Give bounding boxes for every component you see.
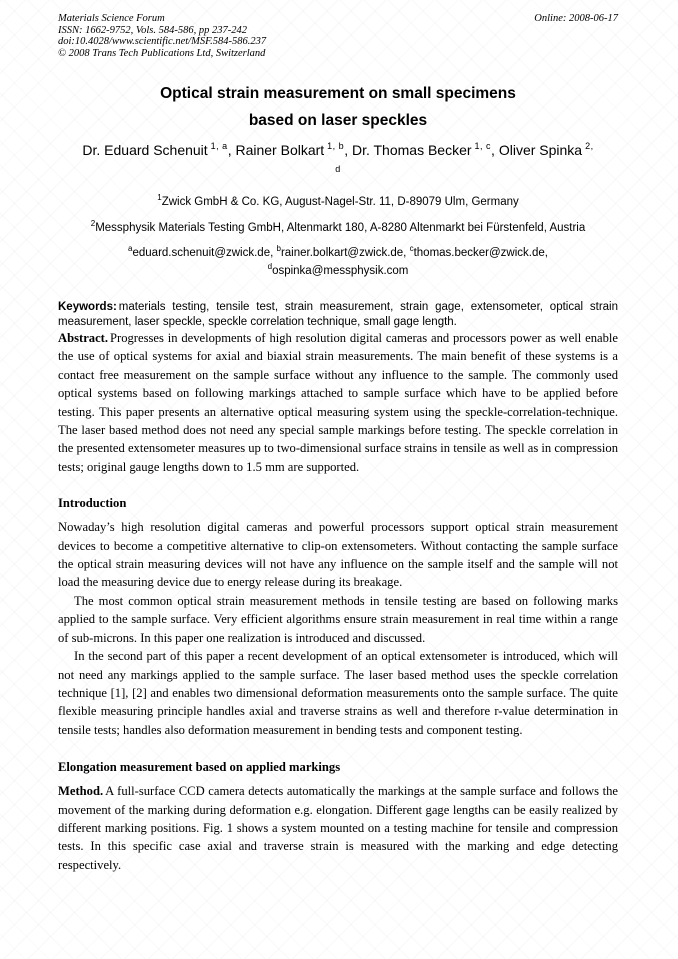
journal-header-left: [58, 13, 266, 59]
section-heading-introduction: Introduction: [58, 496, 127, 511]
author: Rainer Bolkart $^{1, b}$,: [235, 141, 352, 159]
affiliation-2: $^2$Messphysik Materials Testing GmbH, Altenmarkt 180, A-8280 Altenmarkt bei Fürstenfeld, Austria: [90, 218, 586, 234]
introduction-paragraph-3: In the second part of this paper a recent development of an optical extensometer is introduced, which will not need any markings applied to the sample surface. The laser based method uses the speckle correlation technique [1], [2] and enables two dimensional deformation measurements onto the sample surface. The quite flexible measuring principle handles axial and traverse strains as well and therefore r-value determination in tensile tests; handles also deformation measurement in bending tests and component testing.: [58, 649, 618, 737]
email-address: $^a$eduard.schenuit@zwick.de,: [128, 244, 277, 260]
keywords-text: materials testing, tensile test, strain measurement, strain gage, extensometer, optical strain measurement, laser speckle, speckle correlation technique, small gage length.: [58, 301, 618, 328]
email-line-1: [58, 242, 618, 260]
email-sup: a: [128, 244, 133, 254]
journal-header: [58, 13, 618, 59]
email-sup: c: [409, 244, 414, 254]
author: Dr. Thomas Becker $^{1, c}$,: [351, 141, 499, 159]
email-address: $^b$rainer.bolkart@zwick.de,: [276, 244, 410, 260]
author-affil-sup: 1, b: [327, 141, 345, 152]
introduction-paragraph-2: The most common optical strain measurement methods in tensile testing are based on following marks applied to the sample surface. Very efficient algorithms ensure strain measurement in real time within a range of sub-microns. In this paper one realization is introduced and discussed.: [58, 593, 618, 645]
online-date: Online: 2008-06-17: [534, 13, 618, 24]
email-address: $^c$thomas.becker@zwick.de,: [409, 244, 548, 260]
keywords-block: [58, 300, 618, 329]
email-line-2: [58, 260, 618, 278]
journal-title: Materials Science Forum: [58, 13, 165, 24]
abstract-paragraph: [58, 329, 618, 476]
introduction-paragraph-1: Nowaday’s high resolution digital cameras and powerful processors support optical strain measurement devices to become a competitive alternative to clip-on extensometers. Without contacting the sample surface the optical strain measuring devices will not have any influence on the sample itself and the sample will not load the measuring device due to energy release during its breakage.: [58, 520, 618, 590]
author: Dr. Eduard Schenuit $^{1, a}$,: [82, 141, 236, 159]
paper-title-line1: Optical strain measurement on small specimens: [160, 85, 516, 103]
copyright-line: © 2008 Trans Tech Publications Ltd, Switzerland: [58, 47, 266, 59]
authors-line: [80, 137, 596, 182]
author-emails: [58, 242, 618, 278]
abstract-label: Abstract.: [58, 331, 109, 345]
method-label: Method.: [58, 784, 104, 799]
author-affil-sup: 2, d: [335, 141, 594, 175]
affiliation-1: $^1$Zwick GmbH & Co. KG, August-Nagel-Str. 11, D-89079 Ulm, Germany: [157, 192, 519, 208]
section-heading-elongation: Elongation measurement based on applied markings: [58, 760, 341, 775]
issn-line: ISSN: 1662-9752, Vols. 584-586, pp 237-242: [58, 24, 247, 36]
paper-title-line2: based on laser speckles: [248, 112, 428, 130]
method-text: A full-surface CCD camera detects automatically the markings at the sample surface and follows the movement of the marking during deformation e.g. elongation. Different gage lengths can be easily realized by different marking positions. Fig. 1 shows a system mounted on a testing machine for tensile and compression tests. In this specific case axial and traverse strain is measured with the marking and edge detecting respectively.: [58, 784, 618, 872]
email-sup: d: [267, 262, 273, 272]
abstract-text: Progresses in developments of high resolution digital cameras and processors power as well enable the use of optical systems for axial and biaxial strain measurements. The main benefit of these systems is a contact free measurement on the sample surface without any influence to the sample. The commonly used optical systems based on following markings attached to sample surface which have to be applied before testing. This paper presents an alternative optical measuring system using the speckle-correlation-technique. The laser based method does not need any special sample markings before testing. The speckle correlation in the presented extensometer measures up to two-dimensional surface strains in tensile as well as in compression tests; original gauge lengths down to 1.5 mm are supported.: [58, 331, 618, 474]
method-paragraph: [58, 782, 618, 874]
author-affil-sup: 1, c: [474, 141, 492, 152]
affiliation-sup: 2: [90, 218, 96, 228]
doi-line: doi:10.4028/www.scientific.net/MSF.584-586.237: [58, 36, 267, 48]
author-affil-sup: 1, a: [210, 141, 228, 152]
affiliation-sup: 1: [157, 192, 162, 202]
author: Oliver Spinka $^{2, d}$: [335, 141, 594, 175]
keywords-label: Keywords:: [58, 301, 117, 313]
email-sup: b: [276, 244, 281, 254]
email-address: $^d$ospinka@messphysik.com: [267, 262, 409, 277]
paper-title: [58, 80, 618, 134]
